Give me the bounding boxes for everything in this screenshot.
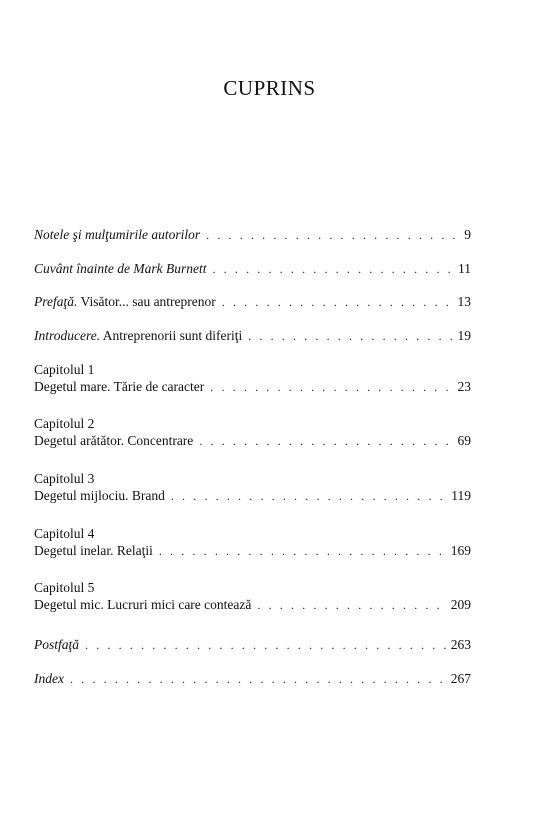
- leader-dots: [206, 227, 461, 244]
- chapter-number: Capitolul 1: [34, 362, 95, 377]
- toc-entry-label: Postfaţă: [34, 637, 80, 652]
- toc-entry: [34, 432, 471, 449]
- toc-page-number: 119: [451, 488, 471, 503]
- toc-entry-introduction: [34, 327, 471, 344]
- toc-page-number: 13: [457, 294, 471, 309]
- toc-entry-afterword: [34, 636, 471, 653]
- toc-entry-label: Degetul mare. Tărie de caracter: [34, 379, 205, 394]
- toc-page-number: 23: [457, 379, 471, 394]
- toc-entry-label: Degetul inelar. Relaţii: [34, 543, 153, 558]
- toc-chapter-3: [34, 470, 471, 504]
- toc-entry-label: Degetul arătător. Concentrare: [34, 433, 194, 448]
- chapter-number: Capitolul 4: [34, 526, 95, 541]
- toc-page-number: 19: [457, 328, 471, 343]
- page-title: CUPRINS: [223, 76, 316, 100]
- leader-dots: [159, 543, 448, 560]
- leader-dots: [257, 597, 447, 614]
- chapter-number: Capitolul 3: [34, 471, 95, 486]
- toc-chapter-4: [34, 525, 471, 559]
- toc-entry: [34, 378, 471, 395]
- leader-dots: [199, 433, 454, 450]
- leader-dots: [248, 328, 454, 345]
- toc-chapter-5: [34, 579, 471, 613]
- leader-dots: [210, 379, 454, 396]
- leader-dots: [222, 294, 455, 311]
- toc-page-number: 169: [450, 543, 471, 558]
- toc-page-number: 11: [458, 261, 471, 276]
- toc-entry-preface: [34, 293, 471, 310]
- toc-entry-label: Degetul mijlociu. Brand: [34, 488, 165, 503]
- toc-chapter-2: [34, 415, 471, 449]
- toc-chapter-1: [34, 361, 471, 395]
- chapter-number: Capitolul 2: [34, 416, 95, 431]
- toc-entry-author-notes: [34, 226, 471, 243]
- toc-entry-label: Notele şi mulţumirile autorilor: [34, 227, 201, 242]
- chapter-number: Capitolul 5: [34, 580, 95, 595]
- toc-entry-label: Introducere. Antreprenorii sunt diferiţi: [34, 328, 243, 343]
- toc-entry-foreword: [34, 260, 471, 277]
- leader-dots: [70, 671, 448, 688]
- toc-page-number: 267: [450, 671, 471, 686]
- toc-entry-index: [34, 670, 471, 687]
- toc-page-number: 263: [450, 637, 471, 652]
- toc-page-number: 209: [450, 597, 471, 612]
- leader-dots: [85, 637, 448, 654]
- toc-entry-label: Degetul mic. Lucruri mici care contează: [34, 597, 252, 612]
- leader-dots: [171, 488, 448, 505]
- toc-entry-label: Prefaţă. Visător... sau antreprenor: [34, 294, 216, 309]
- toc-entry-label: Cuvânt înainte de Mark Burnett: [34, 261, 207, 276]
- toc-entry: [34, 596, 471, 613]
- leader-dots: [212, 261, 455, 278]
- toc-entry: [34, 487, 471, 504]
- toc-entry: [34, 542, 471, 559]
- toc-page-number: 69: [457, 433, 471, 448]
- toc-entry-label: Index: [34, 671, 64, 686]
- toc-page-number: 9: [464, 227, 471, 242]
